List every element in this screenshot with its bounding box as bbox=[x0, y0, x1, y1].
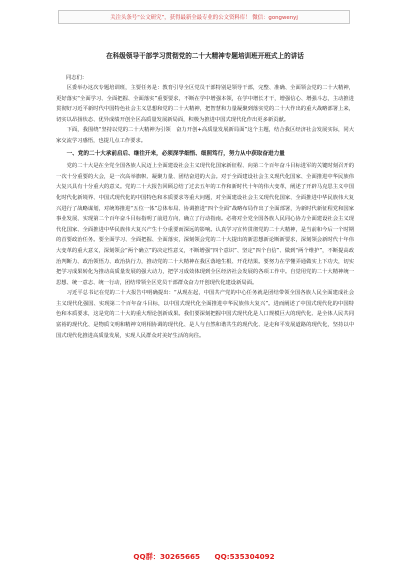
section-heading: 一、党的二十大承前启后、继往开来，必须深学细悟、细照笃行，努力从中获取奋进力量 bbox=[66, 150, 285, 157]
greeting: 同志们： bbox=[66, 75, 88, 81]
footer-qq: QQ:535304092 bbox=[214, 552, 275, 561]
paragraph: 下面，我围绕“坚持以党的二十大精神为引领 奋力开创+高质量发展新局面”这个主题，结合我区经济社会发展实际，同大家交流学习感悟，也提几点工作要求。 bbox=[56, 127, 354, 144]
document-body bbox=[56, 52, 354, 532]
footer-contact bbox=[0, 552, 408, 566]
top-banner: 关注头条号“公文研究”，获得最新全最专业的公文资料库！ 微信：gongwenyj bbox=[58, 10, 350, 24]
paragraph: 区委举办这次专题培训班，主要任务是：教育引导全区党员干部特别是领导干部，完整、准确、全面领会党的二十大精神，更好落实“全面学习、全面把握、全面落实”重要要求，不断在学中增强本领，在学中增长才干，增强信心、增强斗志，主动推进贯彻好习近平新时代中国特色社会主义思想和党的二十大精神，把智慧和力量凝聚到落实党的二十大作出的重大战略部署上来，切实以昂扬状态、优异成绩开创全区高质量发展新局面，积极为推进中国式现代化作出更多新贡献。 bbox=[56, 85, 354, 123]
paragraph: 党的二十大是在全党全国各族人民迈上全面建设社会主义现代化国家新征程、向第二个百年奋斗目标进军的关键时刻召开的一次十分重要的大会，是一次高举旗帜、凝聚力量、团结奋进的大会。对于全面建设社会主义现代化国家、全面推进中华民族伟大复兴具有十分重大的意义。党的二十大报告回顾总结了过去五年的工作和新时代十年的伟大变革，阐述了开辟马克思主义中国化时代化新境界、中国式现代化的中国特色和本质要求等重大问题，对全面建设社会主义现代化国家、全面推进中华民族伟大复兴进行了战略谋划，对统筹推进“五位一体”总体布局、协调推进“四个全面”战略布局作出了全面部署，为新时代新征程党和国家事业发展、实现第二个百年奋斗目标指明了前进方向，确立了行动指南。必将对全党全国各族人民同心协力全面建设社会主义现代化国家、全面推进中华民族伟大复兴产生十分重要而深远的影响。认真学习宣传贯彻党的二十大精神，是当前和今后一个时期的首要政治任务。要全面学习、全面把握、全面落实，深刻领会党的二十大提出的新思想新论断新要求，深刻领会新时代十年伟大变革的重大意义，深刻领会“两个确立”的决定性意义，不断增强“四个意识”、坚定“四个自信”、做到“两个维护”，不断提高政治判断力、政治领悟力、政治执行力，推动党的二十大精神在我区落地生根、开花结果。要努力在学懂弄通做实上下功夫，切实把学习成果转化为推动高质量发展的强大动力，把学习成效体现到全区经济社会发展的各项工作中。自觉用党的二十大精神统一思想、统一意志、统一行动，团结带领全区党员干部群众奋力开创现代化建设新局面。 bbox=[56, 163, 354, 286]
footer-qq-group: QQ群：30265665 bbox=[133, 552, 200, 561]
document-title: 在科级领导干部学习贯彻党的二十大精神专题培训班开班式上的讲话 bbox=[106, 52, 304, 60]
paragraph: 习近平总书记在党的二十大报告中明确提出：“从现在起，中国共产党的中心任务就是团结带领全国各族人民全面建成社会主义现代化强国、实现第二个百年奋斗目标，以中国式现代化全面推进中华民族伟大复兴”。进而阐述了中国式现代化的中国特色和本质要求，这是党的二十大的重大理论创新成果。我们要深刻把握中国式现代化是人口规模巨大的现代化、是全体人民共同富裕的现代化、是物质文明和精神文明相协调的现代化、是人与自然和谐共生的现代化、是走和平发展道路的现代化，坚持以中国式现代化推进高质量发展，实现人民群众对美好生活的向往。 bbox=[56, 290, 354, 339]
